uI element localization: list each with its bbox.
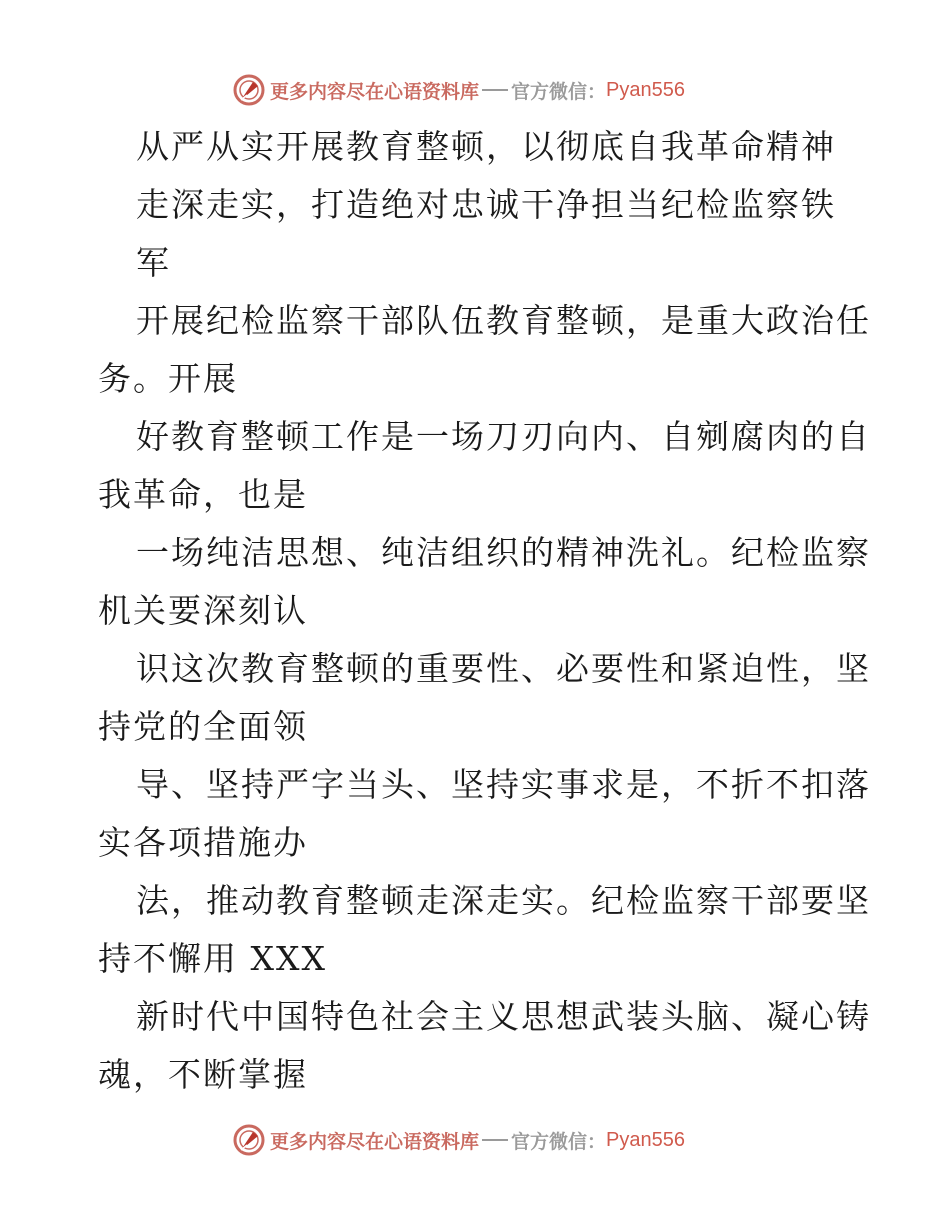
paragraph-line: 导、坚持严字当头、坚持实事求是，不折不扣落	[136, 765, 871, 804]
footer-banner	[232, 1120, 685, 1160]
footer-dash	[482, 1139, 508, 1141]
paragraph-line: 法，推动教育整顿走深走实。纪检监察干部要坚	[136, 881, 871, 920]
pen-nib-logo-icon	[232, 1123, 266, 1157]
header-site-text: 更多内容尽在心语资料库	[270, 80, 480, 103]
paragraph-line: 我革命，也是	[98, 475, 308, 514]
title-line-1: 从严从实开展教育整顿，以彻底自我革命精神	[136, 127, 836, 166]
title-line-2: 走深走实，打造绝对忠诚干净担当纪检监察铁	[136, 185, 836, 224]
paragraph-line: 实各项措施办	[98, 823, 308, 862]
header-banner	[232, 70, 685, 110]
pen-nib-logo-icon	[232, 73, 266, 107]
paragraph-line: 持党的全面领	[98, 707, 308, 746]
footer-wechat-id: Pyan556	[606, 1128, 685, 1151]
paragraph-line: 一场纯洁思想、纯洁组织的精神洗礼。纪检监察	[136, 533, 871, 572]
paragraph-line: 务。开展	[98, 359, 238, 398]
title-line-3: 军	[136, 243, 171, 282]
paragraph-line: 开展纪检监察干部队伍教育整顿，是重大政治任	[136, 301, 871, 340]
header-wechat-label: 官方微信：	[511, 80, 607, 103]
footer-wechat-label: 官方微信：	[511, 1130, 607, 1153]
paragraph-line: 识这次教育整顿的重要性、必要性和紧迫性，坚	[136, 649, 871, 688]
footer-site-text: 更多内容尽在心语资料库	[270, 1130, 480, 1153]
paragraph-line: 好教育整顿工作是一场刀刃向内、自剜腐肉的自	[136, 417, 871, 456]
paragraph-line: 机关要深刻认	[98, 591, 308, 630]
paragraph-line: 魂，不断掌握	[98, 1055, 308, 1094]
header-wechat-id: Pyan556	[606, 78, 685, 101]
document-body	[98, 118, 871, 1104]
header-dash	[482, 89, 508, 91]
paragraph-line: 新时代中国特色社会主义思想武装头脑、凝心铸	[136, 997, 871, 1036]
paragraph-line: 持不懈用 XXX	[98, 939, 327, 978]
